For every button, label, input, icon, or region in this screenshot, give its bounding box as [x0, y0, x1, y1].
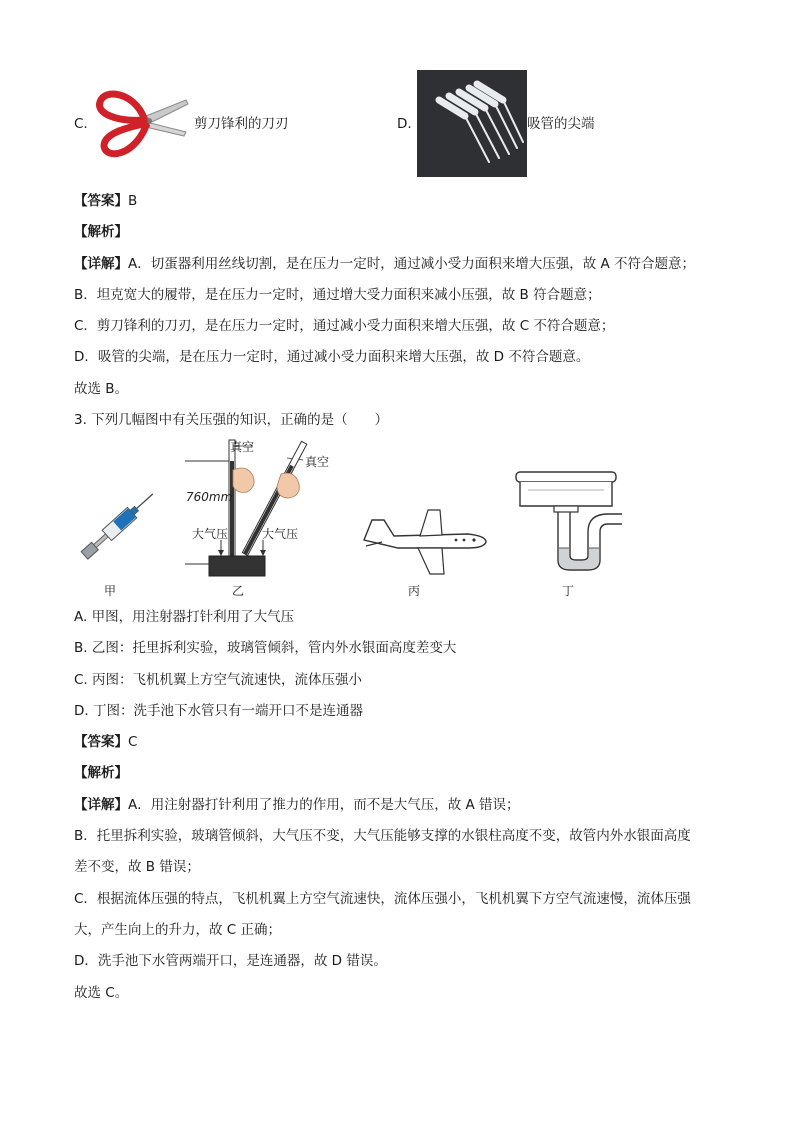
q3-answer-value: C — [128, 734, 138, 750]
q2-detail-b: B．坦克宽大的履带，是在压力一定时，通过增大受力面积来减小压强，故 B 符合题意； — [74, 287, 601, 303]
sink-drain-figure — [508, 470, 628, 578]
q2-answer-value: B — [128, 193, 138, 209]
q3-detail-a — [74, 795, 520, 815]
q3-option-c: C. 丙图：飞机机翼上方空气流速快，流体压强小 — [74, 672, 363, 688]
option-d-letter: D. — [397, 116, 412, 132]
q3-detail-d: D．洗手池下水管两端开口，是连通器，故 D 错误。 — [74, 953, 387, 969]
q3-detail-c-line2: 大，产生向上的升力，故 C 正确； — [74, 922, 282, 938]
q3-answer-tag: 【答案】 — [74, 734, 128, 750]
scissors-image — [94, 82, 190, 162]
option-d-text: 吸管的尖端 — [527, 116, 595, 132]
q3-detail-c-line1: C．根据流体压强的特点，飞机机翼上方空气流速快，流体压强小，飞机机翼下方空气流速慢，流体压强 — [74, 891, 691, 907]
q3-conclusion: 故选 C。 — [74, 985, 129, 1001]
option-c-text: 剪刀锋利的刀刃 — [194, 116, 289, 132]
q2-detail-d: D．吸管的尖端，是在压力一定时，通过减小受力面积来增大压强，故 D 不符合题意。 — [74, 349, 590, 365]
q2-answer — [74, 191, 137, 211]
pipettes-photo — [417, 70, 527, 177]
figure-label-ding: 丁 — [562, 584, 575, 598]
q3-option-b: B. 乙图：托里拆利实验，玻璃管倾斜，管内外水银面高度差变大 — [74, 640, 457, 656]
figure-label-jia: 甲 — [104, 584, 117, 598]
figure-label-bing: 丙 — [408, 584, 421, 598]
q2-detail-tag: 【详解】 — [74, 256, 128, 272]
q2-answer-tag: 【答案】 — [74, 193, 128, 209]
q3-option-d: D. 丁图：洗手池下水管只有一端开口不是连通器 — [74, 703, 363, 719]
syringe-figure — [70, 488, 160, 568]
q2-detail-c: C．剪刀锋利的刀刃，是在压力一定时，通过减小受力面积来增大压强，故 C 不符合题意； — [74, 318, 615, 334]
q3-detail-b-line1: B．托里拆利实验，玻璃管倾斜，大气压不变，大气压能够支撑的水银柱高度不变，故管内外水银面高度 — [74, 828, 691, 844]
q2-detail-a-text: A．切蛋器利用丝线切割，是在压力一定时，通过减小受力面积来增大压强，故 A 不符合题意； — [128, 256, 696, 272]
q2-conclusion: 故选 B。 — [74, 381, 129, 397]
vacuum-label-right: 真空 — [305, 455, 330, 469]
q3-answer — [74, 732, 137, 752]
atm-pressure-label-left: 大气压 — [192, 527, 229, 541]
vacuum-label-left: 真空 — [230, 440, 255, 454]
q3-detail-a-text: A．用注射器打针利用了推力的作用，而不是大气压，故 A 错误； — [128, 797, 520, 813]
atm-pressure-label-right: 大气压 — [262, 527, 299, 541]
q3-option-a: A. 甲图，用注射器打针利用了大气压 — [74, 609, 295, 625]
q2-analysis-tag: 【解析】 — [74, 224, 128, 240]
q3-stem: 3. 下列几幅图中有关压强的知识，正确的是（ ） — [74, 412, 389, 428]
figure-label-yi: 乙 — [232, 584, 245, 598]
airplane-figure — [358, 506, 490, 578]
q3-analysis-tag: 【解析】 — [74, 765, 128, 781]
height-760mm-label: 760mm — [186, 490, 233, 504]
q2-detail-a — [74, 254, 695, 274]
q3-detail-b-line2: 差不变，故 B 错误； — [74, 859, 200, 875]
option-c-letter: C. — [74, 116, 88, 132]
q3-detail-tag: 【详解】 — [74, 797, 128, 813]
